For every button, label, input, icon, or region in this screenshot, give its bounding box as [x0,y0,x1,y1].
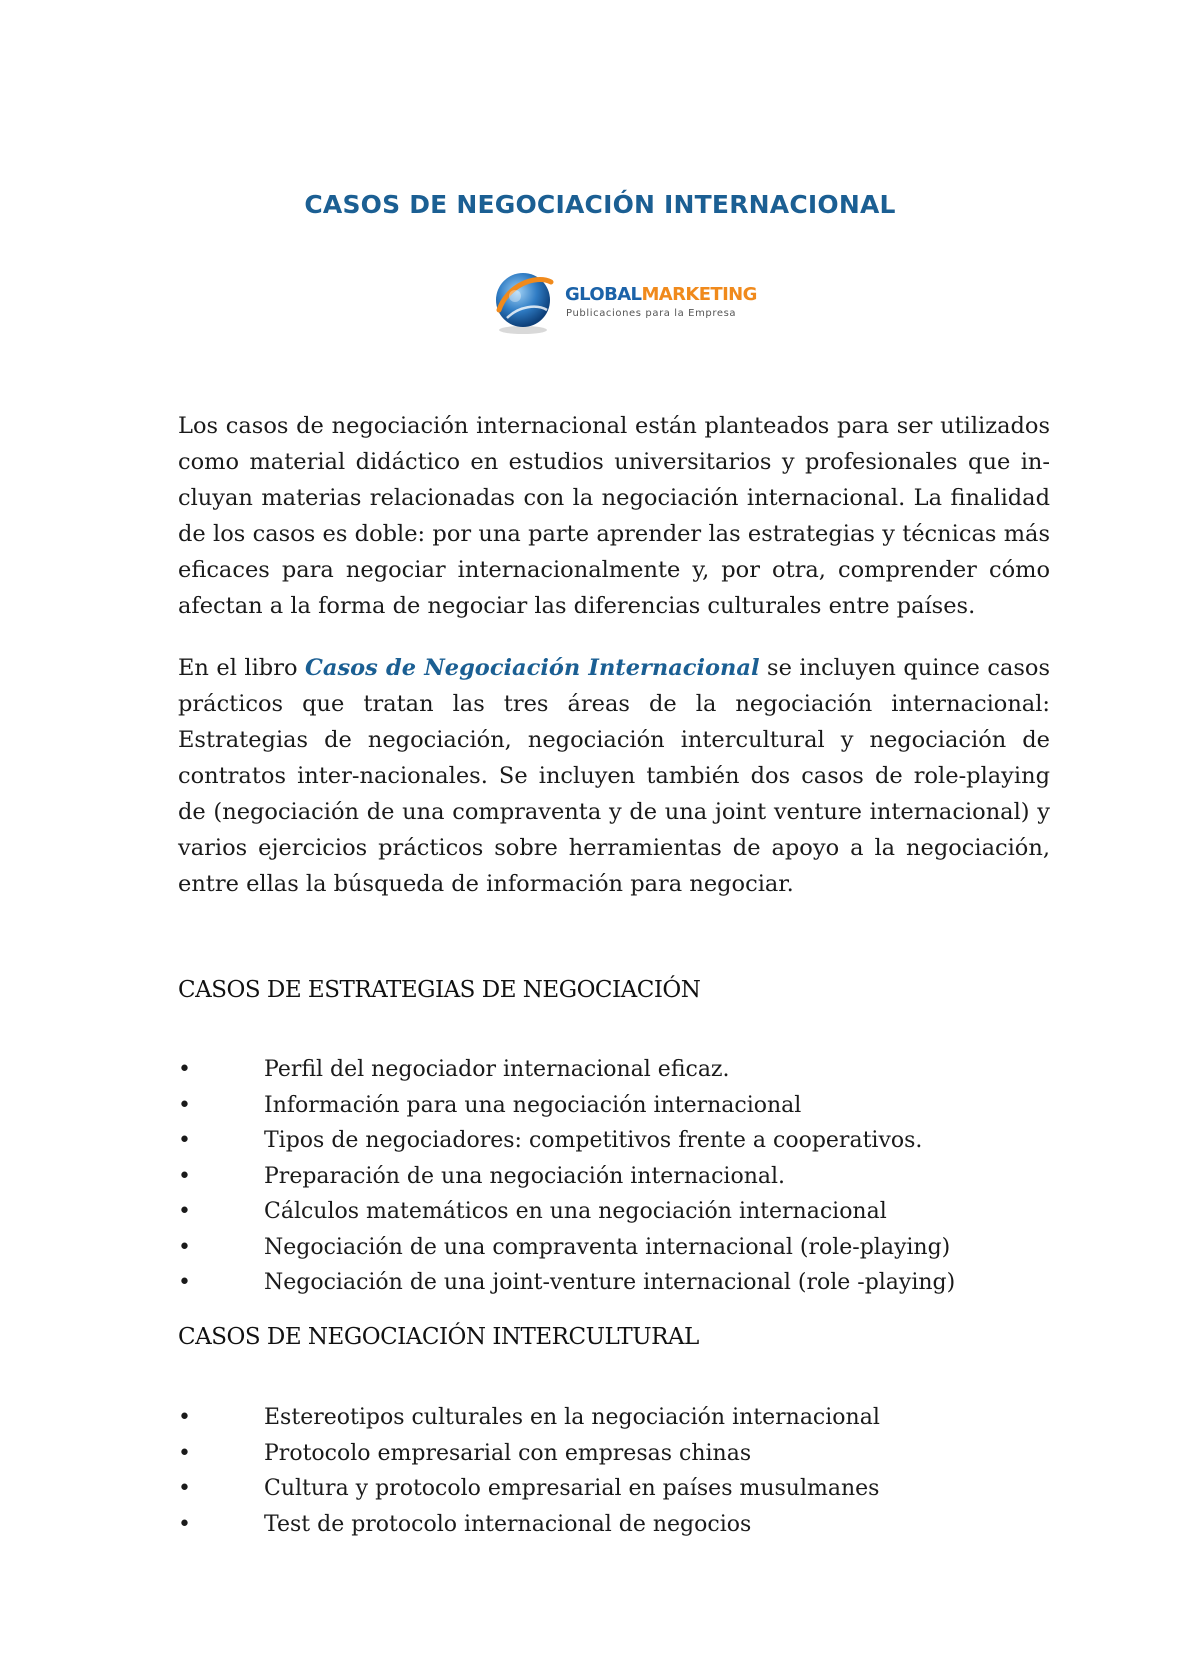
bullet-icon: • [178,1234,191,1260]
bullet-icon: • [178,1128,191,1153]
list-item: • Tipos de negociadores: competitivos frente a cooperativos. [178,1123,955,1159]
bullet-icon: • [178,1440,191,1466]
intercultural-list [178,1400,880,1542]
section-heading-intercultural: CASOS DE NEGOCIACIÓN INTERCULTURAL [178,1324,699,1350]
bullet-icon: • [178,1057,191,1082]
bullet-icon: • [178,1405,191,1430]
list-item: • Estereotipos culturales en la negociación internacional [178,1400,880,1436]
list-item: • Negociación de una compraventa internacional (role-playing) [178,1230,955,1266]
bullet-icon: • [178,1092,191,1118]
logo-tagline: Publicaciones para la Empresa [566,308,737,319]
list-item: • Perfil del negociador internacional eficaz. [178,1052,955,1088]
list-item: • Información para una negociación internacional [178,1088,955,1124]
list-item: • Test de protocolo internacional de negocios [178,1507,880,1543]
globe-icon [485,266,557,338]
bullet-icon: • [178,1511,191,1537]
bullet-icon: • [178,1199,191,1224]
list-item: • Preparación de una negociación internacional. [178,1159,955,1195]
globalmarketing-logo [485,266,785,338]
list-item: • Cálculos matemáticos en una negociación internacional [178,1194,955,1230]
bullet-icon: • [178,1163,191,1189]
strategies-list [178,1052,955,1301]
document-title: CASOS DE NEGOCIACIÓN INTERNACIONAL [304,190,896,219]
intro-paragraph-2: En el libro Casos de Negociación Internacional se incluyen quince casos prácticos que tratan las tres áreas de la negociación internacional: Estrategias de negociación, negociación intercultural y negociación de contratos inter-nacionales. Se incluyen también dos casos de role-playing de (negociación de una compraventa y de una joint venture internacional) y varios ejercicios prácticos sobre herramientas de apoyo a la negociación, entre ellas la búsqueda de información para negociar. [178,655,1050,897]
book-title: Casos de Negociación Internacional [304,655,760,681]
list-item: • Negociación de una joint-venture internacional (role -playing) [178,1265,955,1301]
list-item: • Cultura y protocolo empresarial en países musulmanes [178,1471,880,1507]
logo-wordmark: GLOBALMARKETING [565,284,757,305]
bullet-icon: • [178,1476,191,1501]
section-heading-strategies: CASOS DE ESTRATEGIAS DE NEGOCIACIÓN [178,977,701,1003]
list-item: • Protocolo empresarial con empresas chinas [178,1436,880,1472]
bullet-icon: • [178,1270,191,1295]
intro-paragraph-1: Los casos de negociación internacional están planteados para ser utilizados como material didáctico en estudios universitarios y profesionales que in-cluyan materias relacionadas con la negociación internacional. La finalidad de los casos es doble: por una parte aprender las estrategias y técnicas más eficaces para negociar internacionalmente y, por otra, comprender cómo afectan a la forma de negociar las diferencias culturales entre países. [178,413,1050,619]
